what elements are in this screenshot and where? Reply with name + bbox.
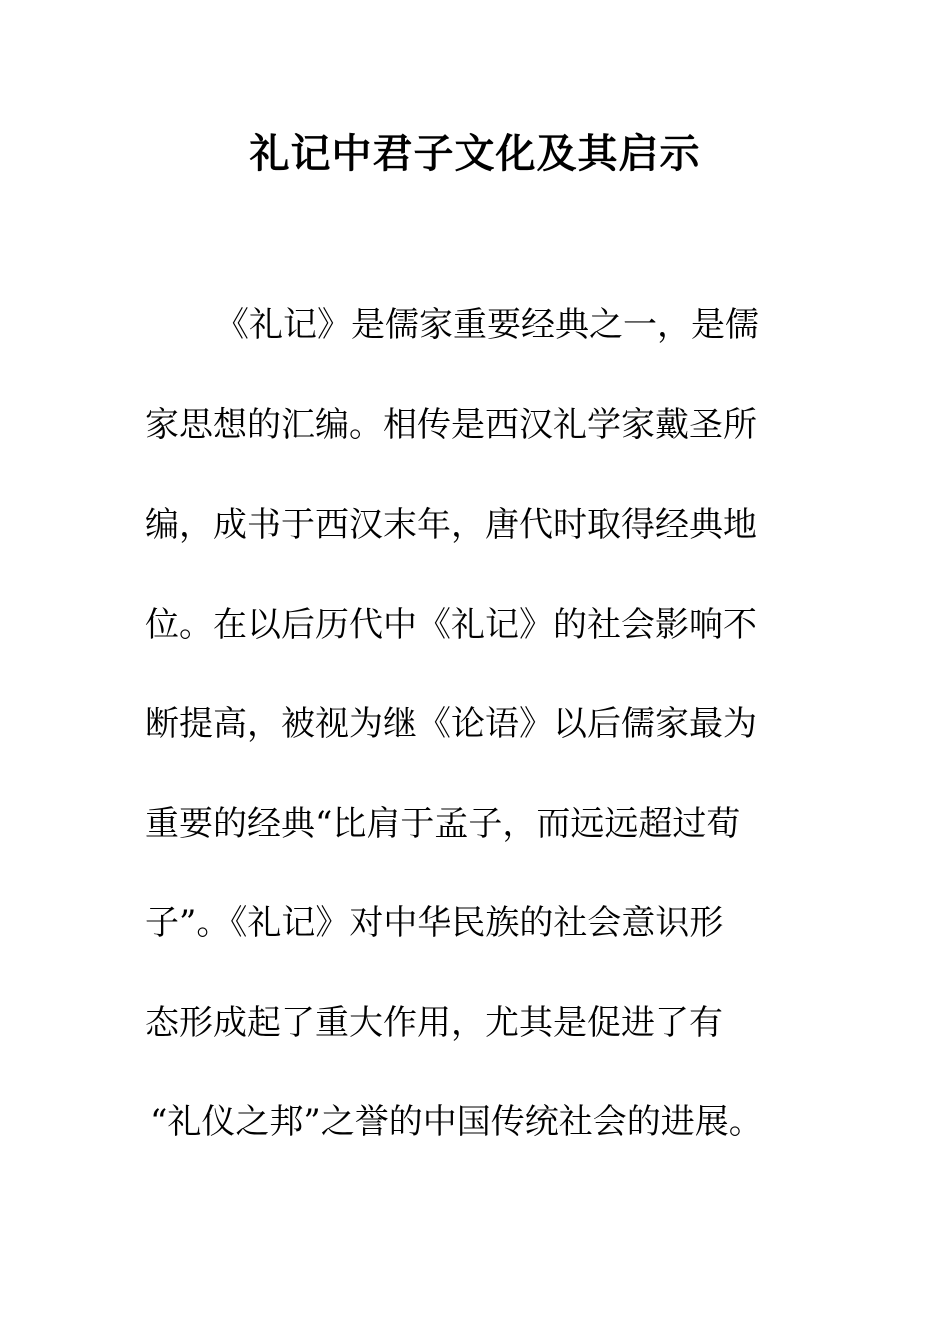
paragraph-line: 态形成起了重大作用，尤其是促进了有 xyxy=(145,1003,723,1043)
paragraph-line: 编，成书于西汉末年，唐代时取得经典地 xyxy=(145,505,757,545)
paragraph-line: 重要的经典“比肩于孟子，而远远超过荀 xyxy=(145,804,741,844)
paragraph-line: 家思想的汇编。相传是西汉礼学家戴圣所 xyxy=(145,405,757,445)
paragraph-line: 《礼记》是儒家重要经典之一，是儒 xyxy=(215,305,759,345)
document-title: 礼记中君子文化及其启示 xyxy=(249,130,701,177)
paragraph-line: “礼仪之邦”之誉的中国传统社会的进展。 xyxy=(150,1102,763,1142)
paragraph-line: 断提高，被视为继《论语》以后儒家最为 xyxy=(145,704,757,744)
paragraph-line: 位。在以后历代中《礼记》的社会影响不 xyxy=(145,605,757,645)
paragraph-line: 子”。《礼记》对中华民族的社会意识形 xyxy=(145,903,724,943)
